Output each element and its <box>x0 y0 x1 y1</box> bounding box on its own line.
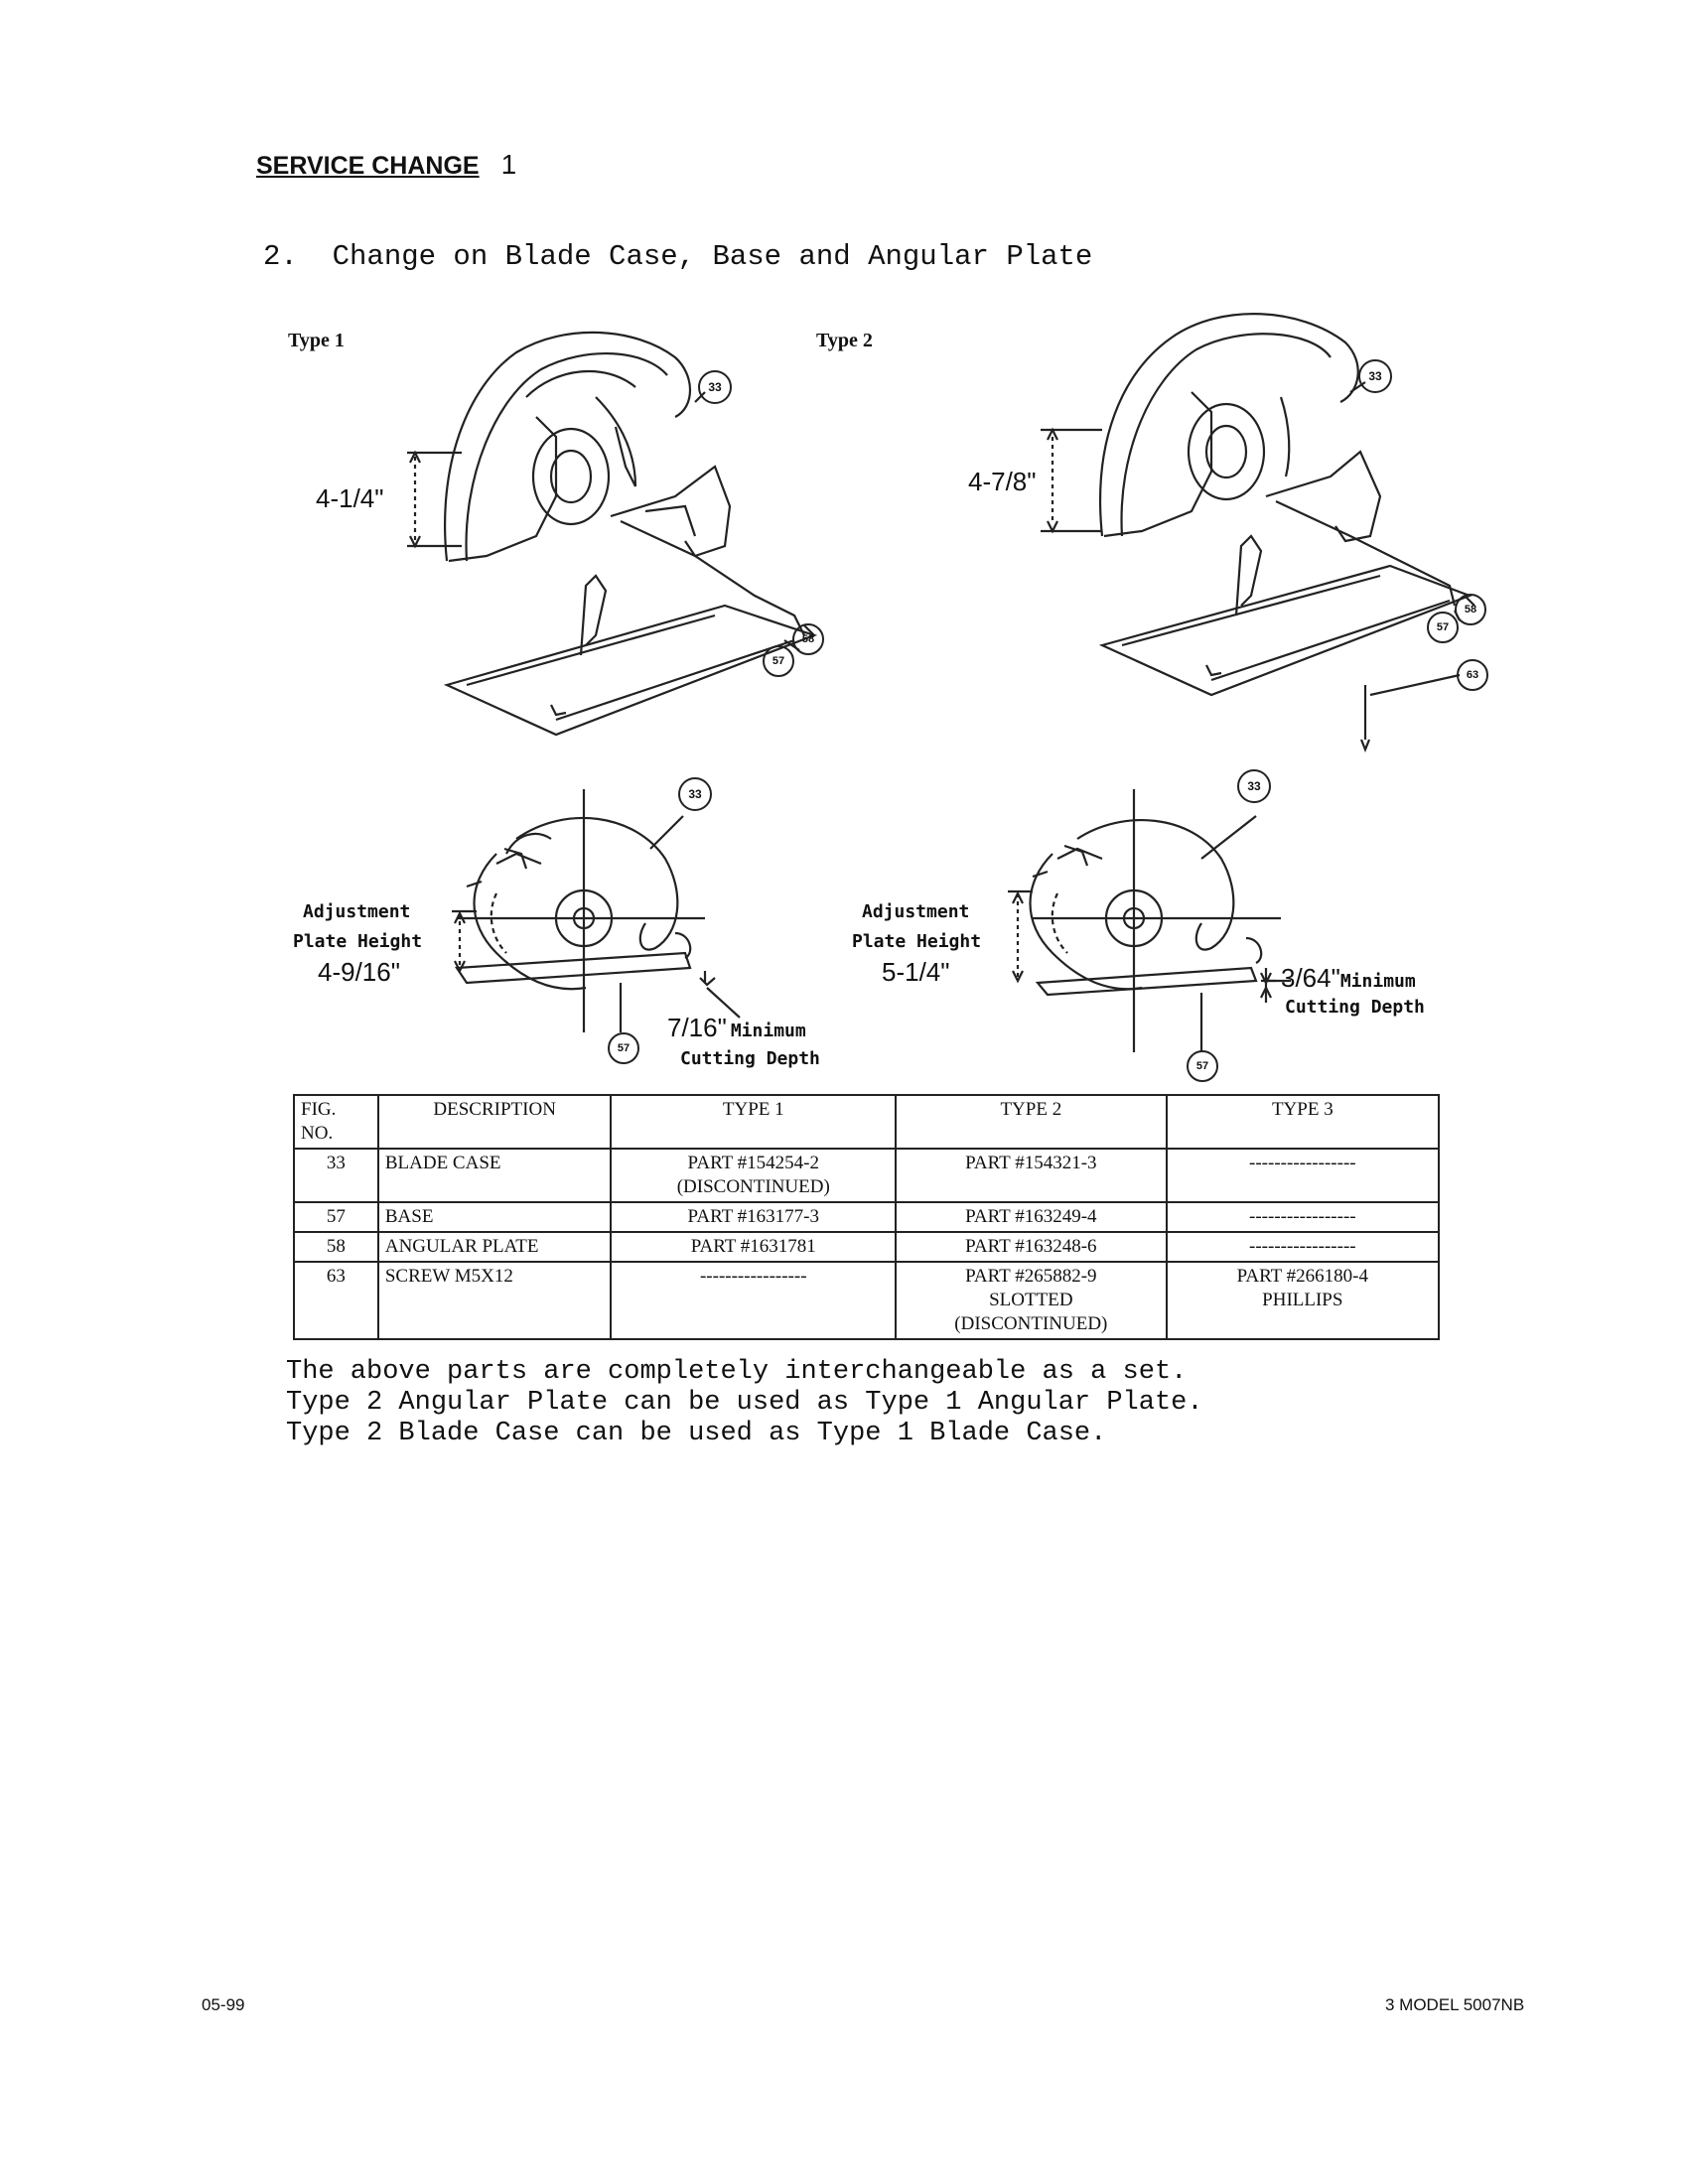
type1-label: Type 1 <box>288 330 345 351</box>
row-type1: PART #1631781 <box>611 1232 896 1262</box>
row-type1-part: PART #154254-2 <box>687 1153 819 1173</box>
callout-57-type1-side: 57 <box>608 1032 639 1064</box>
type1-adjustment-value: 4-9/16" <box>318 957 400 987</box>
table-row <box>294 1262 1439 1339</box>
type2-min-depth-value: 3/64" <box>1281 963 1340 993</box>
row-fig: 57 <box>294 1202 378 1232</box>
callout-57-type2-upper: 57 <box>1427 612 1459 643</box>
row-type1-note: (DISCONTINUED) <box>676 1176 830 1197</box>
row-type3: ----------------- <box>1167 1202 1439 1232</box>
section-heading: 2. Change on Blade Case, Base and Angular Plate <box>263 240 1093 273</box>
footer-date: 05-99 <box>202 1995 245 2014</box>
service-change-number: 1 <box>500 149 517 180</box>
header-description: DESCRIPTION <box>378 1095 612 1149</box>
table-row <box>294 1232 1439 1262</box>
row-type2: PART #163248-6 <box>896 1232 1167 1262</box>
type2-adjustment-dimension <box>1008 816 1291 1052</box>
row-type3 <box>1167 1262 1439 1339</box>
callout-33-type1-side: 33 <box>678 777 712 811</box>
row-fig: 58 <box>294 1232 378 1262</box>
callout-58-type2-upper: 58 <box>1455 594 1486 625</box>
type1-min-depth <box>667 1013 806 1043</box>
type2-min-depth-word: Minimum <box>1339 971 1416 992</box>
callout-57-type1-upper: 57 <box>763 645 794 677</box>
row-fig: 33 <box>294 1149 378 1202</box>
type2-adjustment-label-1: Adjustment <box>862 901 970 922</box>
row-type2 <box>896 1262 1167 1339</box>
callout-63-type2-upper: 63 <box>1457 659 1488 691</box>
footer-model: 3 MODEL 5007NB <box>1385 1995 1525 2014</box>
note-line: Type 2 Angular Plate can be used as Type 1 Angular Plate. <box>286 1388 1203 1418</box>
callout-33-type1-upper: 33 <box>698 370 732 404</box>
type1-blade-height: 4-1/4" <box>316 483 384 513</box>
note-line: Type 2 Blade Case can be used as Type 1 Blade Case. <box>286 1419 1107 1448</box>
callout-58-type1-upper: 58 <box>792 623 824 655</box>
row-description: BASE <box>378 1202 612 1232</box>
type1-isometric-drawing <box>445 333 814 735</box>
note-line: The above parts are completely interchangeable as a set. <box>286 1357 1188 1387</box>
type2-label: Type 2 <box>816 330 873 351</box>
row-type2-note: SLOTTED <box>989 1290 1073 1310</box>
header-type2: TYPE 2 <box>896 1095 1167 1149</box>
type2-adjustment-value: 5-1/4" <box>882 957 950 987</box>
type1-adjustment-label-1: Adjustment <box>303 901 411 922</box>
row-type2-note2: (DISCONTINUED) <box>954 1313 1108 1334</box>
row-type2-part: PART #265882-9 <box>965 1266 1097 1287</box>
callout-33-type2-side: 33 <box>1237 769 1271 803</box>
callout-33-type2-upper: 33 <box>1358 359 1392 393</box>
type2-blade-height-dimension <box>1041 430 1102 531</box>
type1-adjustment-label-2: Plate Height <box>293 931 423 952</box>
table-row <box>294 1149 1439 1202</box>
table-row <box>294 1202 1439 1232</box>
row-description: ANGULAR PLATE <box>378 1232 612 1262</box>
type2-min-depth <box>1281 963 1416 994</box>
type1-adjustment-dimension <box>452 816 740 1032</box>
type2-side-view <box>1031 789 1282 1052</box>
type2-blade-height: 4-7/8" <box>968 467 1037 496</box>
type1-cutting-depth: Cutting Depth <box>680 1048 820 1069</box>
row-type2: PART #163249-4 <box>896 1202 1167 1232</box>
type1-blade-height-dimension <box>407 453 462 546</box>
row-type2: PART #154321-3 <box>896 1149 1167 1202</box>
row-type3: ----------------- <box>1167 1232 1439 1262</box>
row-type1: PART #163177-3 <box>611 1202 896 1232</box>
parts-table <box>293 1094 1440 1340</box>
row-type3-note: PHILLIPS <box>1262 1290 1343 1310</box>
header-fig-no: FIG. NO. <box>294 1095 378 1149</box>
type1-side-view <box>457 789 705 1032</box>
type1-min-depth-word: Minimum <box>730 1021 806 1041</box>
row-fig: 63 <box>294 1262 378 1339</box>
row-type3: ----------------- <box>1167 1149 1439 1202</box>
service-change-label: SERVICE CHANGE <box>256 152 480 180</box>
type2-adjustment-label-2: Plate Height <box>852 931 982 952</box>
notes <box>286 1357 1203 1449</box>
type1-min-depth-value: 7/16" <box>667 1013 727 1042</box>
type2-cutting-depth: Cutting Depth <box>1285 997 1425 1018</box>
header-type3: TYPE 3 <box>1167 1095 1439 1149</box>
row-type3-part: PART #266180-4 <box>1236 1266 1369 1287</box>
header-type1: TYPE 1 <box>611 1095 896 1149</box>
row-type1 <box>611 1149 896 1202</box>
row-description: SCREW M5X12 <box>378 1262 612 1339</box>
callout-57-type2-side: 57 <box>1187 1050 1218 1082</box>
row-description: BLADE CASE <box>378 1149 612 1202</box>
table-header-row <box>294 1095 1439 1149</box>
row-type1: ----------------- <box>611 1262 896 1339</box>
